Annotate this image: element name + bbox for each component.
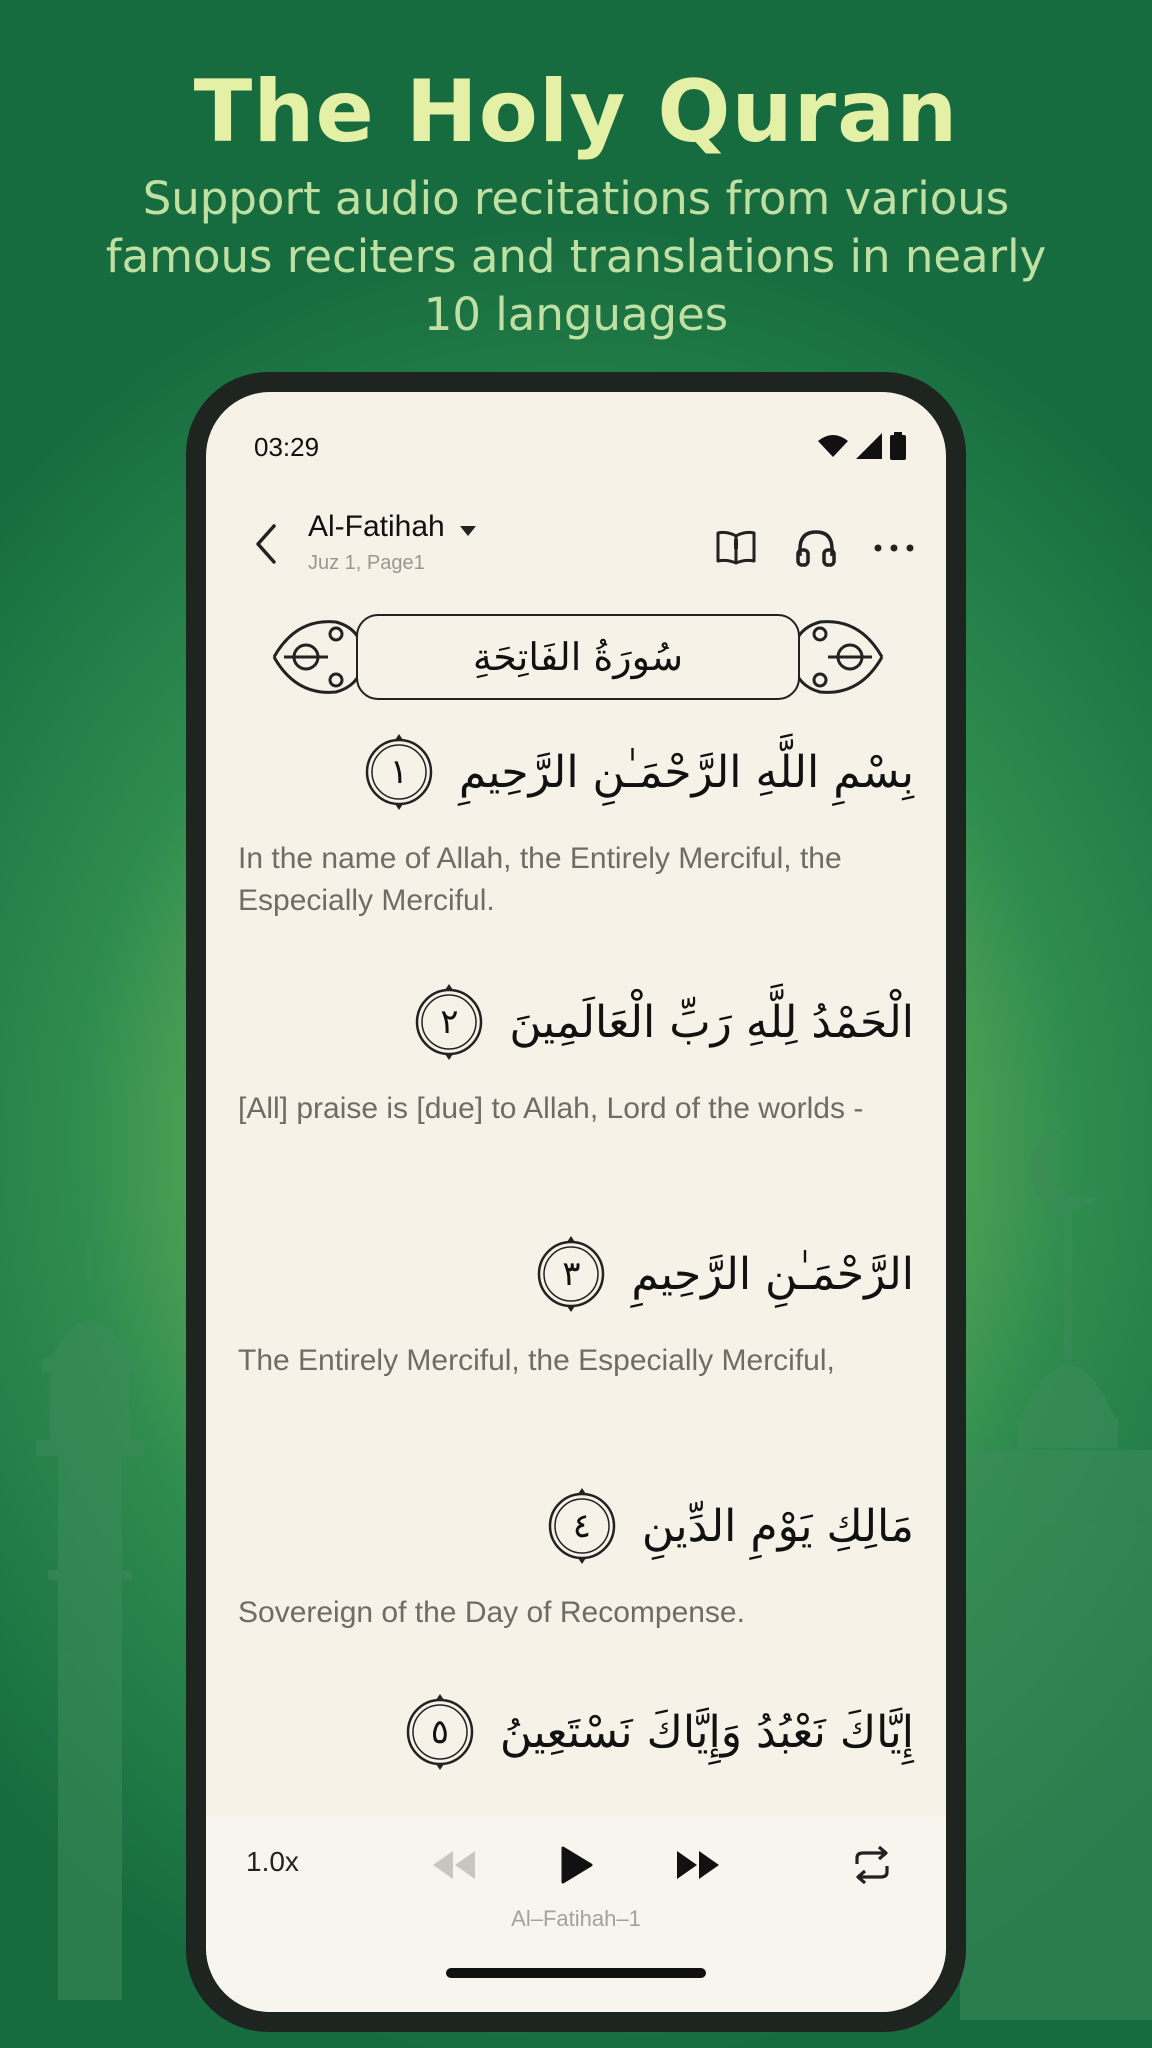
play-icon xyxy=(559,1846,593,1884)
ayah-translation: In the name of Allah, the Entirely Merciful, the Especially Merciful. xyxy=(238,842,842,917)
ayah-arabic-text: إِيَّاكَ نَعْبُدُ وَإِيَّاكَ نَسْتَعِينُ xyxy=(499,1706,914,1758)
ayah-arabic-text: الرَّحْمَـٰنِ الرَّحِيمِ xyxy=(631,1248,914,1300)
ayah-translation: Sovereign of the Day of Recompense. xyxy=(238,1596,745,1629)
ayah-number-marker: ٥ xyxy=(402,1692,478,1772)
audio-player xyxy=(206,1816,946,2012)
ayah-arabic-text: الْحَمْدُ لِلَّهِ رَبِّ الْعَالَمِينَ xyxy=(509,996,914,1048)
surah-title: Al-Fatihah xyxy=(308,510,445,543)
status-bar xyxy=(206,432,946,468)
top-navigation xyxy=(206,500,946,590)
surah-selector[interactable] xyxy=(308,510,476,575)
surah-name-banner xyxy=(266,608,890,706)
ayah-translation: The Entirely Merciful, the Especially Merciful, xyxy=(238,1344,835,1377)
ayah-number-marker: ٣ xyxy=(533,1234,609,1314)
ayah-item[interactable] xyxy=(238,1234,914,1382)
ayah-arabic-text: مَالِكِ يَوْمِ الدِّينِ xyxy=(641,1500,914,1552)
ayah-number-marker: ٢ xyxy=(411,982,487,1062)
status-icons xyxy=(818,432,906,460)
next-button[interactable] xyxy=(672,1840,724,1890)
back-icon xyxy=(254,524,278,564)
repeat-button[interactable] xyxy=(846,1840,898,1890)
ornament-right xyxy=(790,608,890,706)
ayah-number-marker: ٤ xyxy=(544,1486,620,1566)
ayah-arabic-text: بِسْمِ اللَّهِ الرَّحْمَـٰنِ الرَّحِيمِ xyxy=(458,746,914,798)
surah-arabic-name: سُورَةُ الفَاتِحَةِ xyxy=(356,614,800,700)
repeat-icon xyxy=(851,1846,893,1884)
play-button[interactable] xyxy=(550,1840,602,1890)
ayah-item[interactable] xyxy=(238,982,914,1130)
reading-mode-button[interactable] xyxy=(712,524,760,572)
audio-button[interactable] xyxy=(792,524,840,572)
back-button[interactable] xyxy=(244,516,288,572)
chevron-down-icon xyxy=(460,526,476,538)
playback-speed-button[interactable]: 1.0x xyxy=(246,1846,299,1877)
ayah-item[interactable] xyxy=(238,1692,914,1772)
next-icon xyxy=(677,1851,719,1879)
ayah-item[interactable] xyxy=(238,1486,914,1634)
minaret-left-silhouette xyxy=(20,1240,160,2000)
mosque-right-silhouette xyxy=(960,1120,1152,2020)
promo-headline: The Holy Quran xyxy=(193,62,959,162)
ayah-translation: [All] praise is [due] to Allah, Lord of the worlds - xyxy=(238,1092,864,1125)
more-button[interactable] xyxy=(870,524,918,572)
ayah-number-marker: ١ xyxy=(361,732,437,812)
ornament-left xyxy=(266,608,366,706)
headphones-icon xyxy=(795,528,837,568)
book-icon xyxy=(715,529,757,567)
previous-button[interactable] xyxy=(428,1840,480,1890)
now-playing-label: Al–Fatihah–1 xyxy=(511,1906,641,1931)
more-icon xyxy=(873,543,915,553)
ayah-item[interactable] xyxy=(238,732,914,922)
phone-screen xyxy=(206,392,946,2012)
promo-subline: Support audio recitations from various famous reciters and translations in nearly 10 languages xyxy=(105,172,1047,341)
previous-icon xyxy=(433,1851,475,1879)
wifi-icon xyxy=(818,433,848,459)
juz-page-label: Juz 1, Page1 xyxy=(308,552,425,574)
battery-icon xyxy=(890,432,906,460)
phone-frame xyxy=(186,372,966,2032)
signal-icon xyxy=(856,433,882,459)
home-indicator[interactable] xyxy=(446,1968,706,1978)
status-time: 03:29 xyxy=(254,432,320,462)
